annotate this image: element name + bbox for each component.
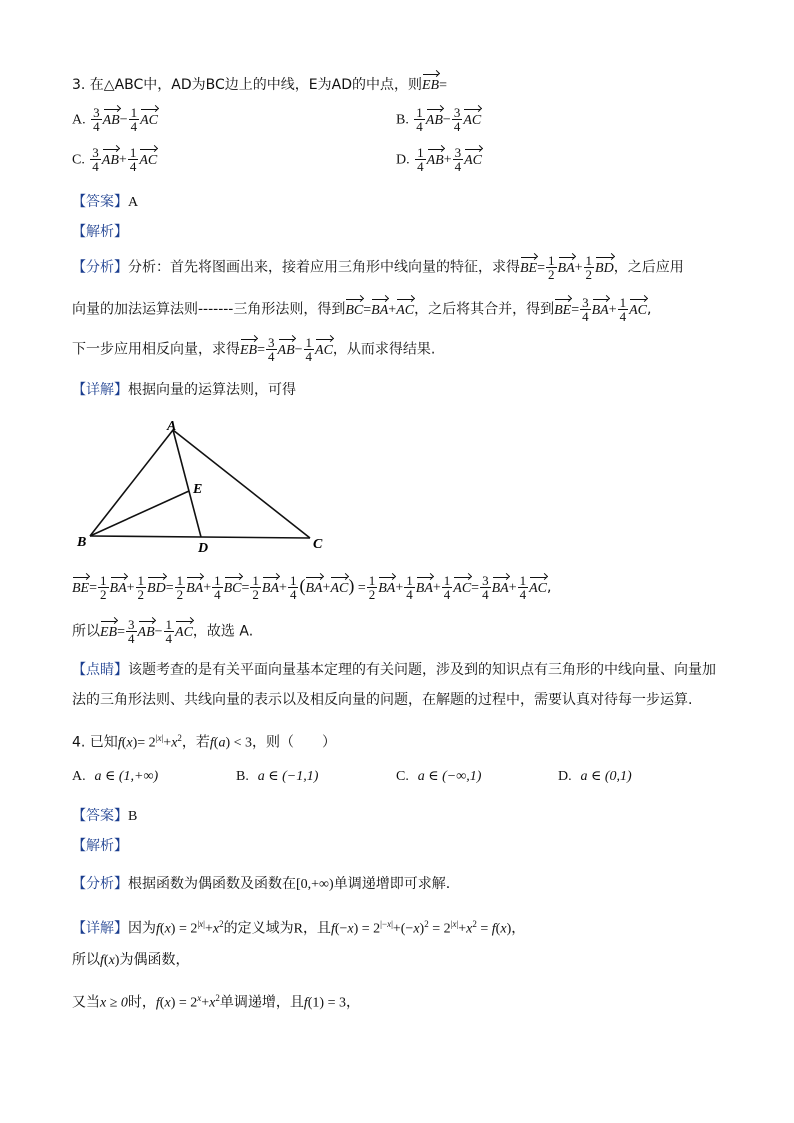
q3-fenxi-line2: 向量的加法运算法则-------三角形法则，得到BC=BA+AC，之后将其合并，得到BE= $\frac{3}{4}$ BA+ $\frac{1}{4}$ AC, [72, 295, 652, 324]
q4-you: 又当x ≥ 0时，$f(x) = 2^x+x^2$单调递增，且f(1) = 3， [72, 993, 360, 1011]
point-label-A: A [167, 419, 177, 434]
q3-option-b: B. $\frac{1}{4}$ AB− $\frac{3}{4}$ AC [396, 105, 482, 134]
q4-option-b: B. a ∈ (−1,1) [236, 769, 319, 784]
q4-fenxi: 【分析】根据函数为偶函数及函数在[0,+∞)单调递增即可求解. [72, 876, 451, 892]
q4-analysis-heading: 【解析】 [72, 838, 128, 854]
point-label-D: D [198, 541, 209, 556]
segment-BE [90, 491, 189, 536]
q3-dianjing-line1: 【点睛】该题考查的是有关平面向量基本定理的有关问题，涉及到的知识点有三角形的中线向量、向量加 [72, 662, 716, 678]
q3-conclusion: 所以EB= $\frac{3}{4}$ AB− $\frac{1}{4}$ AC，故选 A. [72, 617, 254, 646]
q4-answer: 【答案】B [72, 808, 138, 824]
q3-xiangjie: 【详解】根据向量的运算法则，可得 [72, 382, 296, 398]
q3-option-d: D. $\frac{1}{4}$ AB+ $\frac{3}{4}$ AC [396, 145, 482, 174]
vector-EB: EB [422, 72, 439, 93]
point-label-B: B [77, 535, 87, 550]
q4-option-d: D. a ∈ (0,1) [558, 769, 632, 784]
q3-option-c: C. $\frac{3}{4}$ AB+ $\frac{1}{4}$ AC [72, 145, 158, 174]
point-label-C: C [313, 537, 323, 552]
q3-fenxi-line1: 【分析】分析：首先将图画出来，接着应用三角形中线向量的特征，求得BE= $\frac{1}{2}$ BA+ $\frac{1}{2}$ BD，之后应用 [72, 253, 684, 282]
q4-stem: 4. 已知$f(x)= 2^{|x|}+x^2$，若f(a) < 3，则（ ） [72, 733, 337, 751]
segment-AB [90, 430, 173, 536]
q3-stem: 3. 在△ABC中，AD为BC边上的中线，E为AD的中点，则EB= [72, 72, 447, 96]
q3-answer: 【答案】A [72, 194, 139, 210]
q4-xiangjie: 【详解】因为$f(x) = 2^{|x|}+x^2$的定义域为R，且$f(-x) = 2^{|-x|}+(-x)^2 = 2^{|x|}+x^2 = f(x)$， [72, 919, 526, 937]
q4-option-a: A. a ∈ (1,+∞) [72, 769, 159, 784]
q3-option-a: A. $\frac{3}{4}$ AB− $\frac{1}{4}$ AC [72, 105, 158, 134]
q3-dianjing-line2: 法的三角形法则、共线向量的表示以及相反向量的问题，在解题的过程中，需要认真对待每一步运算. [72, 692, 693, 708]
q3-fenxi-line3: 下一步应用相反向量，求得EB= $\frac{3}{4}$ AB− $\frac{1}{4}$ AC，从而求得结果. [72, 335, 436, 364]
q4-option-c: C. a ∈ (−∞,1) [396, 769, 482, 784]
triangle-figure [70, 418, 340, 558]
q3-derivation: BE= $\frac{1}{2}$ BA+ $\frac{1}{2}$ BD= $\frac{1}{2}$ BA+ $\frac{1}{4}$ BC= $\frac{1}{2}$ BA+ $\frac{1}{4}$ (BA+AC) = $\frac{1}{2}$ BA+ $\frac{1}{4}$ BA+ $\frac{1}{4}$ AC= $\frac{3}{4}$ BA+ $\frac{1}{4}$ AC, [72, 573, 552, 602]
point-label-E: E [193, 482, 203, 497]
q4-suoyi: 所以f(x)为偶函数， [72, 952, 190, 968]
q3-analysis-heading: 【解析】 [72, 224, 128, 240]
